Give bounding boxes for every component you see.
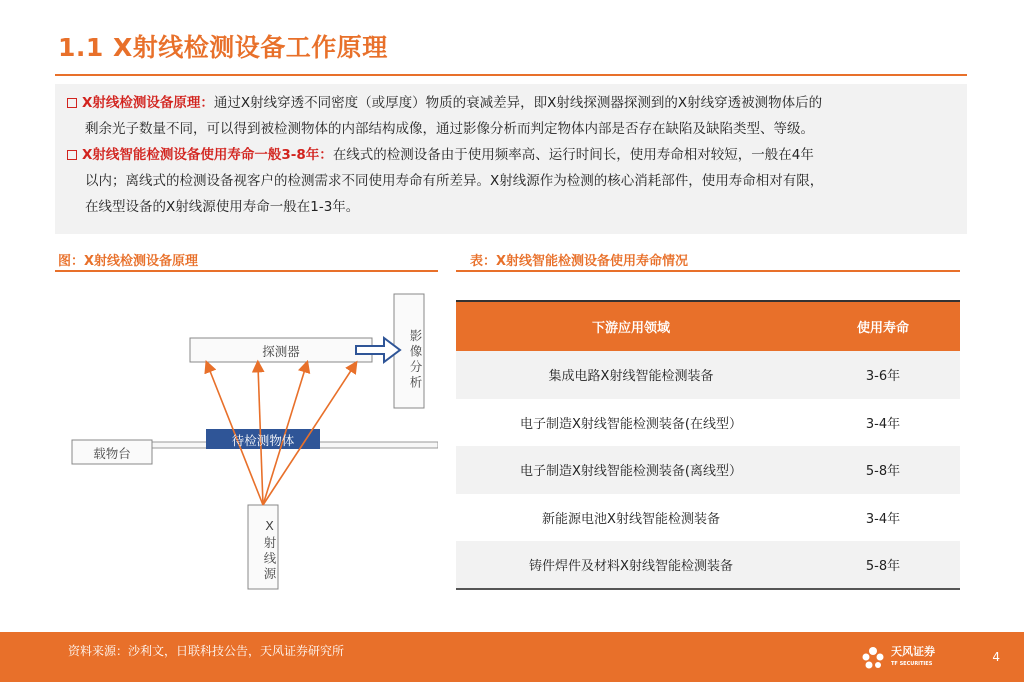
cell-application: 新能源电池X射线智能检测装备 (542, 511, 720, 527)
page-title: 1.1 X射线检测设备工作原理 (58, 33, 388, 62)
logo-subtext: TF SECURITIES (891, 661, 933, 667)
principle-highlight: X射线检测设备原理： (82, 95, 214, 111)
cell-lifespan: 3-4年 (865, 511, 901, 527)
table-row (456, 399, 960, 447)
lifespan-text-line2: 以内；离线式的检测设备视客户的检测需求不同使用寿命有所差异。X射线源作为检测的核心消耗部件，使用寿命相对有限， (85, 173, 824, 189)
xray-principle-diagram (58, 290, 438, 600)
summary-box (55, 84, 967, 234)
square-bullet-icon (67, 150, 77, 160)
header-lifespan: 使用寿命 (806, 301, 960, 351)
detector-label: 探测器 (262, 344, 300, 359)
lifespan-table (456, 300, 960, 590)
lifespan-text-line3: 在线型设备的X射线源使用寿命一般在1-3年。 (85, 199, 360, 215)
title-divider (55, 74, 967, 76)
table-caption: 表：X射线智能检测设备使用寿命情况 (470, 254, 689, 269)
cell-lifespan: 5-8年 (806, 541, 960, 589)
table-row (456, 541, 960, 589)
principle-text-line2: 剩余光子数量不同，可以得到被检测物体的内部结构成像，通过影像分析而判定物体内部是否存在缺陷及缺陷类型、等级。 (85, 121, 814, 137)
cell-lifespan: 5-8年 (806, 446, 960, 494)
flower-logo-icon (860, 645, 886, 671)
company-logo (860, 644, 935, 672)
table-row (456, 351, 960, 399)
summary-paragraph-lifespan (67, 142, 955, 220)
square-bullet-icon (67, 98, 77, 108)
figure-caption: 图：X射线检测设备原理 (58, 254, 199, 269)
logo-name: 天风证券 (891, 645, 935, 658)
source-label: X射线源 (262, 517, 277, 583)
figure-caption-rule (55, 270, 438, 272)
table-row (456, 446, 960, 494)
summary-paragraph-principle (67, 90, 955, 142)
cell-application: 电子制造X射线智能检测装备(离线型） (456, 446, 806, 494)
page-number: 4 (992, 650, 1000, 664)
logo-text (891, 646, 935, 670)
analysis-label: 影像分析 (408, 329, 423, 391)
table-caption-rule (456, 270, 960, 272)
cell-lifespan: 3-6年 (806, 351, 960, 399)
table-row (456, 494, 960, 542)
lifespan-highlight: X射线智能检测设备使用寿命一般3-8年： (82, 147, 333, 163)
cell-application: 电子制造X射线智能检测装备(在线型） (520, 416, 742, 432)
table-header-row (456, 301, 960, 351)
cell-application: 铸件焊件及材料X射线智能检测装备 (456, 541, 806, 589)
lifespan-text-line1: 在线式的检测设备由于使用频率高、运行时间长，使用寿命相对较短，一般在4年 (332, 147, 814, 163)
footer-bar (0, 632, 1024, 682)
source-note: 资料来源：沙利文，日联科技公告，天风证券研究所 (68, 644, 345, 658)
cell-lifespan: 3-4年 (865, 416, 901, 432)
object-label: 待检测物体 (231, 433, 295, 448)
cell-application: 集成电路X射线智能检测装备 (456, 351, 806, 399)
header-application: 下游应用领域 (456, 301, 806, 351)
stage-label: 载物台 (93, 446, 131, 461)
principle-text-line1: 通过X射线穿透不同密度（或厚度）物质的衰减差异，即X射线探测器探测到的X射线穿透被测物体后的 (213, 95, 823, 111)
